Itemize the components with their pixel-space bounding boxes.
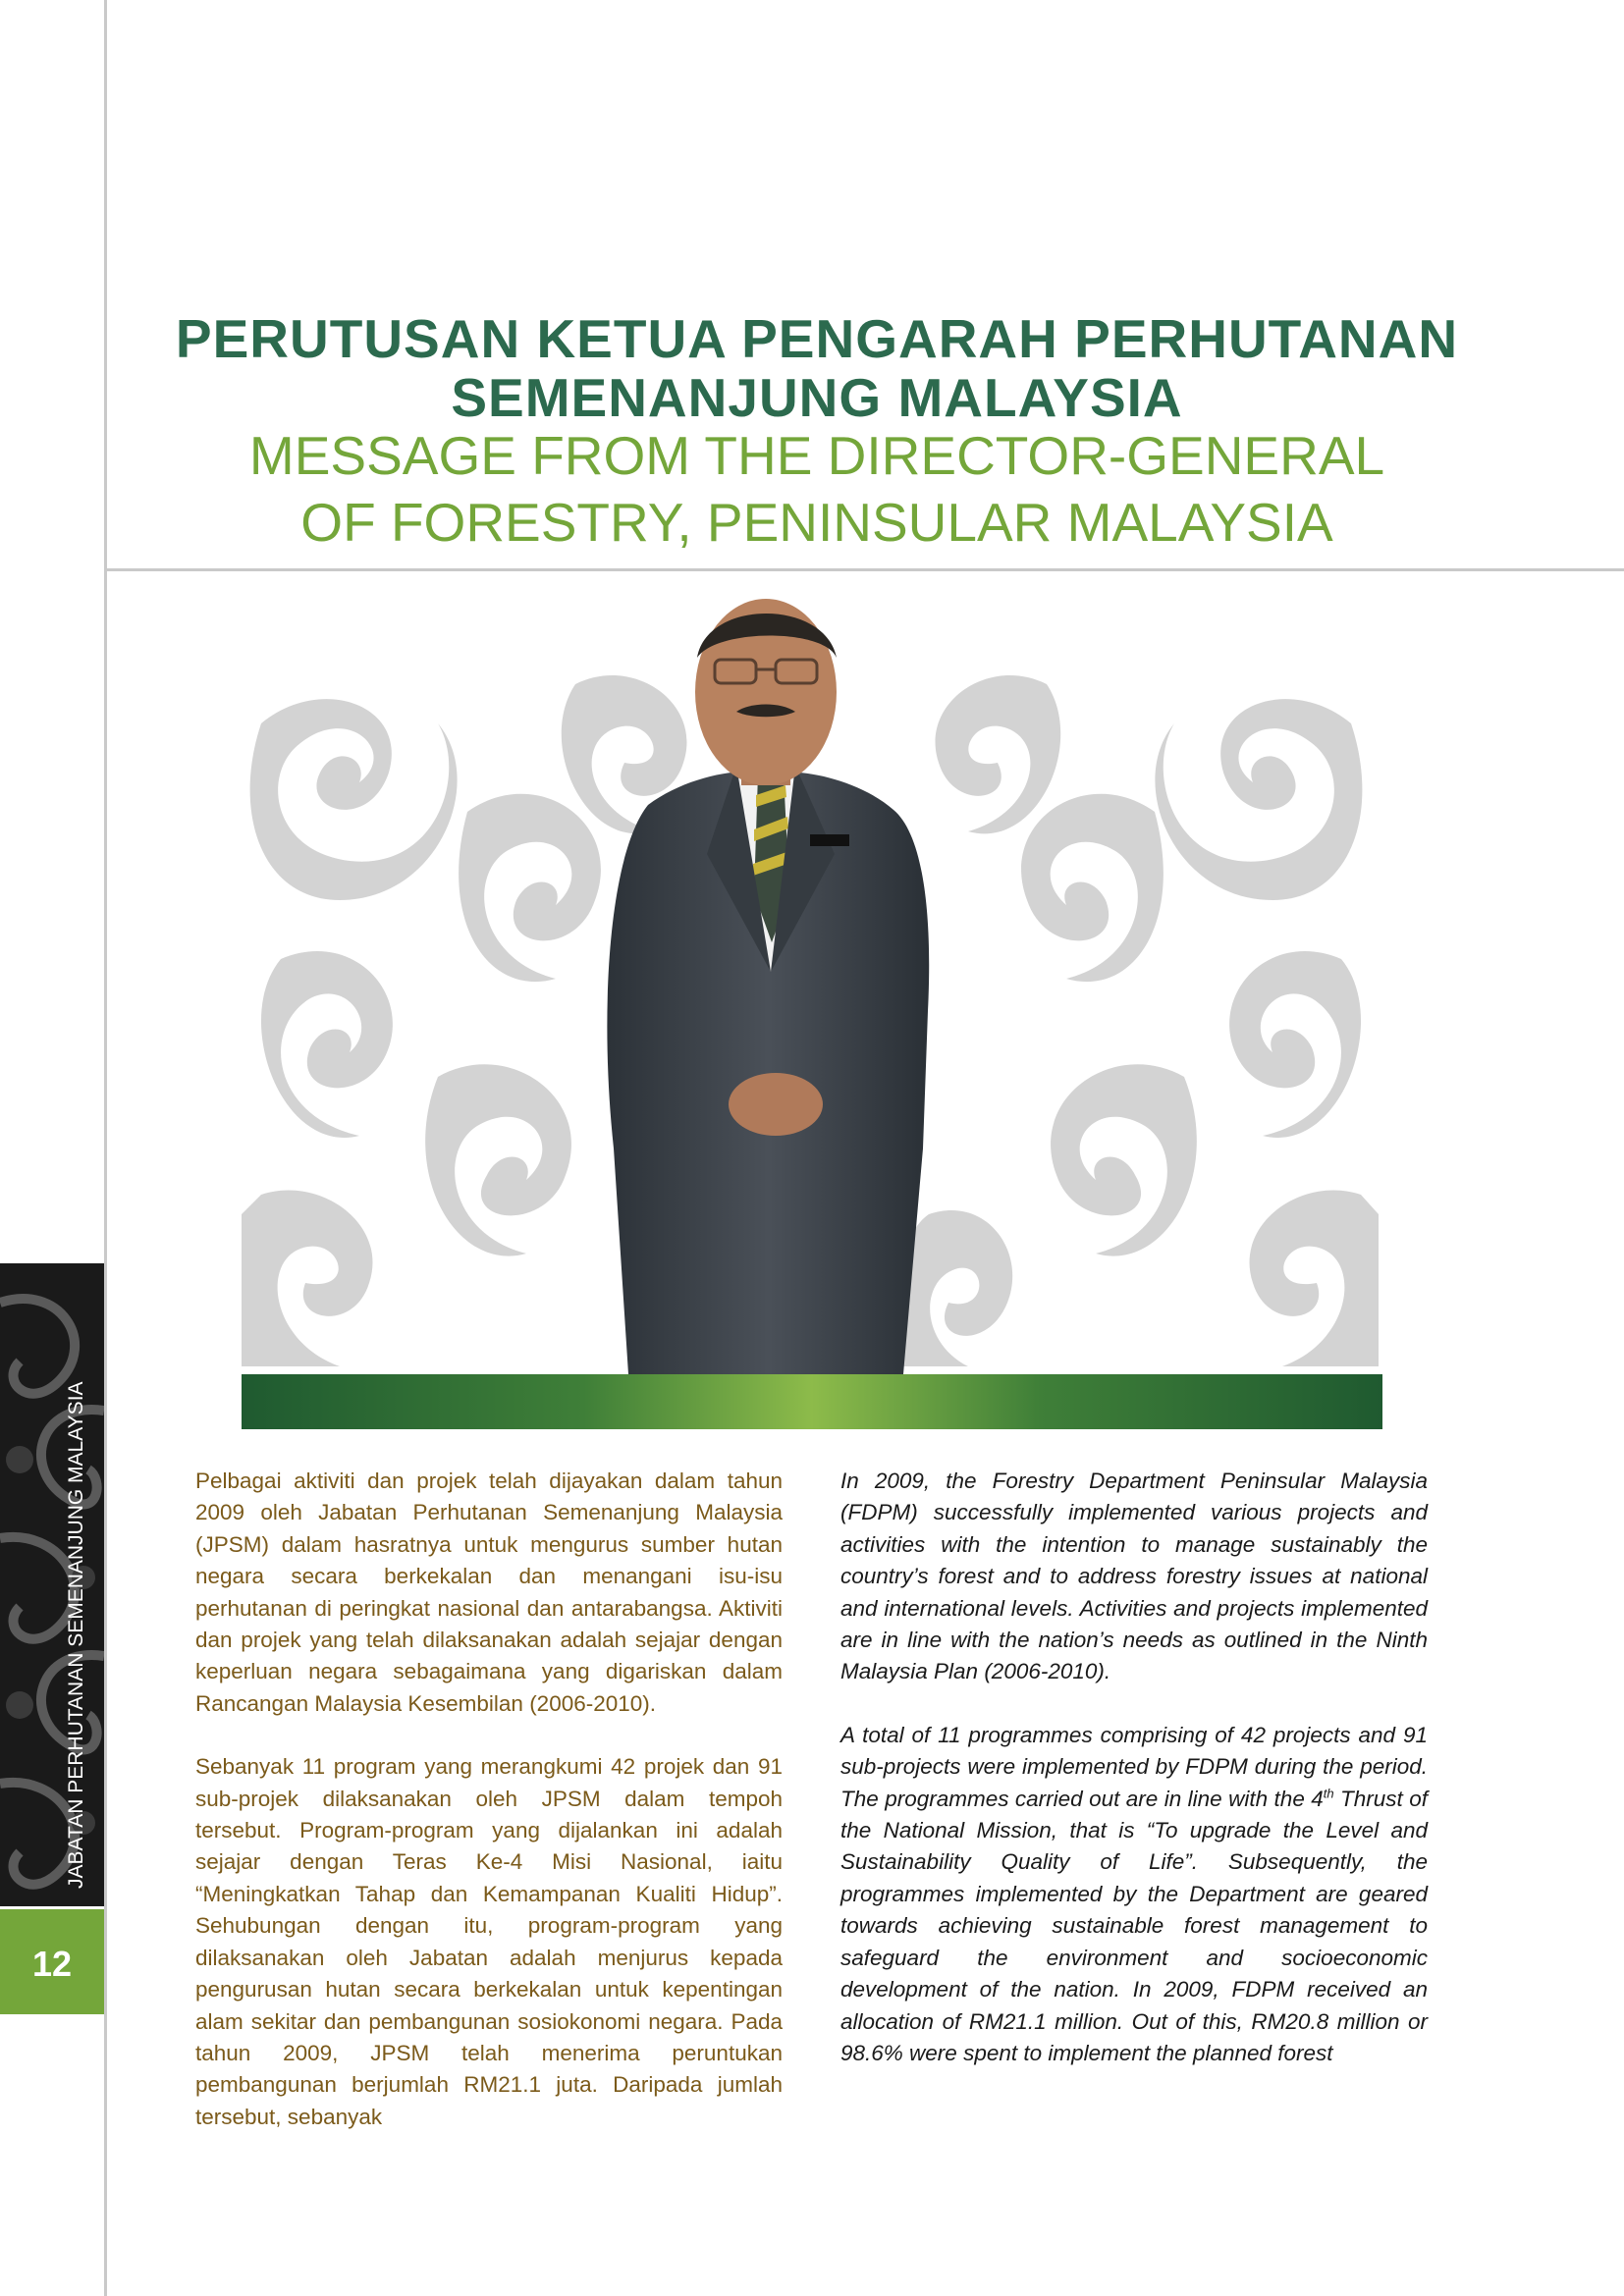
page-number: 12 (31, 1944, 73, 1984)
side-decorative-band (0, 1263, 104, 1906)
malay-paragraph-1: Pelbagai aktiviti dan projek telah dijayakan dalam tahun 2009 oleh Jabatan Perhutanan Semenanjung Malaysia (JPSM) dalam hasratnya untuk mengurus sumber hutan negara secara berkekalan dan menangani isu-isu perhutanan di peringkat nasional dan antarabangsa. Aktiviti dan projek yang telah dilaksanakan adalah sejajar dengan keperluan negara sebagaimana yang digariskan dalam Rancangan Malaysia Kesembilan (2006-2010). (195, 1468, 783, 1716)
title-english-line-1: MESSAGE FROM THE DIRECTOR-GENERAL (248, 425, 1385, 486)
title-malay-line-1: PERUTUSAN KETUA PENGARAH PERHUTANAN (175, 308, 1459, 369)
vertical-rule (104, 0, 107, 2296)
title-english-line-2: OF FORESTRY, PENINSULAR MALAYSIA (300, 492, 1333, 553)
english-paragraph-1: In 2009, the Forestry Department Peninsular Malaysia (FDPM) successfully implemented various projects and activities with the intention to manage sustainably the country’s forest and to address forestry issues at national and international levels. Activities and projects implemented are in line with the nation’s needs as outlined in the Ninth Malaysia Plan (2006-2010). (840, 1468, 1428, 1684)
english-column (840, 1466, 1428, 2101)
side-label: JABATAN PERHUTANAN SEMENANJUNG MALAYSIA (65, 1381, 87, 1889)
ordinal-suffix: th (1323, 1786, 1334, 1801)
english-paragraph-2-part-a: A total of 11 programmes comprising of 42 projects and 91 sub-projects were implemented by FDPM during the period. The programmes carried out are in line with the 4 (840, 1722, 1428, 1811)
side-swirl-pattern (0, 1263, 104, 1906)
english-paragraph-2 (840, 1720, 1428, 2069)
horizontal-rule (104, 568, 1624, 571)
english-paragraph-2-part-b: Thrust of the National Mission, that is “To upgrade the Level and Sustainability Quality of Life”. Subsequently, the programmes implemented by the Department are geared towards achieving sustainable forest management to safeguard the environment and socioeconomic development of the nation. In 2009, FDPM received an allocation of RM21.1 million. Out of this, RM20.8 million or 98.6% were spent to implement the planned forest (840, 1786, 1428, 2065)
malay-paragraph-2: Sebanyak 11 program yang merangkumi 42 projek dan 91 sub-projek dilaksanakan oleh JPSM dalam tempoh tersebut. Program-program yang dijalankan ini adalah sejajar dengan Teras Ke-4 Misi Nasional, iaitu “Meningkatkan Tahap dan Kemampanan Kualiti Hidup”. Sehubungan dengan itu, program-program yang dilaksanakan oleh Jabatan adalah menjurus kepada pengurusan hutan secara berkekalan untuk kepentingan alam sekitar dan pembangunan sosiokonomi negara. Pada tahun 2009, JPSM telah menerima peruntukan pembangunan berjumlah RM21.1 juta. Daripada jumlah tersebut, sebanyak (195, 1754, 783, 2129)
director-general-portrait (589, 599, 943, 1374)
malay-column (195, 1466, 783, 2164)
green-gradient-bar (242, 1374, 1382, 1429)
title-malay-line-2: SEMENANJUNG MALAYSIA (451, 367, 1183, 428)
